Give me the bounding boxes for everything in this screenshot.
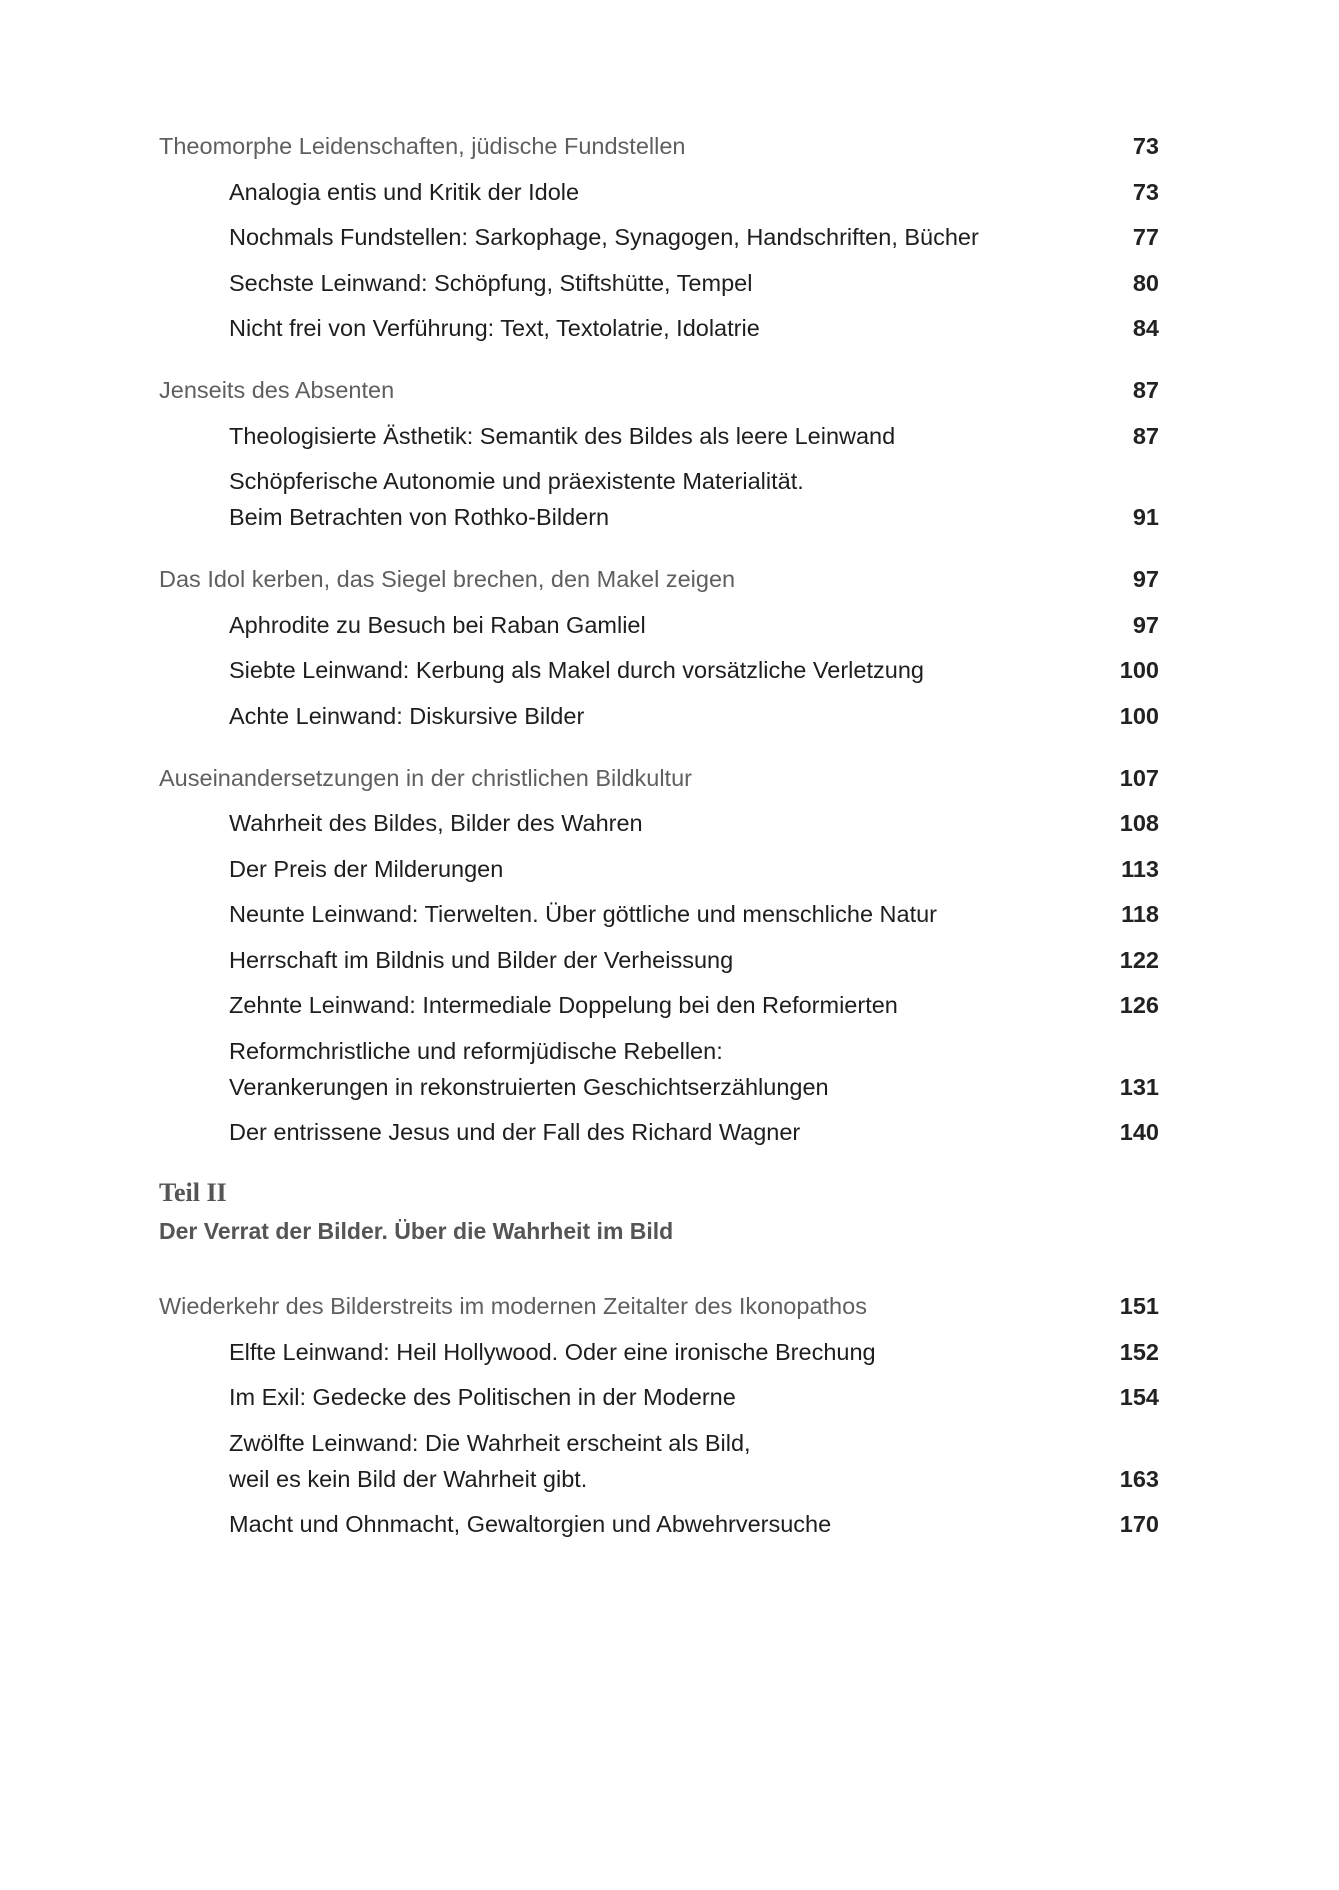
toc-entry-title: Der entrissene Jesus und der Fall des Richard Wagner [229,1119,801,1145]
toc-section [159,128,1159,346]
toc-section-title: Wiederkehr des Bilderstreits im modernen Zeitalter des Ikonopathos [159,1293,867,1319]
toc-section-heading[interactable] [159,760,1159,796]
toc-entry-title: Neunte Leinwand: Tierwelten. Über göttliche und menschliche Natur [229,901,938,927]
toc-page-number: 100 [1119,657,1159,683]
toc-page-number: 163 [1119,1465,1159,1492]
toc-entry[interactable] [159,1506,1159,1542]
toc-section [159,372,1159,535]
toc-page-number: 87 [1132,377,1159,403]
toc-page-number: 140 [1119,1119,1159,1145]
toc-entry-title: Nochmals Fundstellen: Sarkophage, Synagogen, Handschriften, Bücher [229,224,979,250]
toc-entry[interactable] [159,896,1159,932]
toc-page-number: 73 [1132,133,1159,159]
toc-entry-title: Siebte Leinwand: Kerbung als Makel durch vorsätzliche Verletzung [229,657,924,683]
part-title: Teil II [159,1178,227,1207]
toc-entry-title: Achte Leinwand: Diskursive Bilder [229,702,585,729]
toc-entry-title: Zwölfte Leinwand: Die Wahrheit erscheint als Bild, weil es kein Bild der Wahrheit gibt. [229,1429,751,1492]
toc-section [159,760,1159,1151]
toc-section-title: Das Idol kerben, das Siegel brechen, den Makel zeigen [159,566,736,592]
toc-entry[interactable] [159,942,1159,978]
toc-entry[interactable] [159,1114,1159,1150]
toc-entry[interactable] [159,1379,1159,1415]
toc-page-number: 97 [1132,566,1159,592]
toc-entry[interactable] [159,1334,1159,1370]
toc-entry-title: Schöpferische Autonomie und präexistente Materialität. Beim Betrachten von Rothko-Bildern [229,468,804,530]
toc-section-heading[interactable] [159,128,1159,164]
toc-entry[interactable] [159,463,1159,535]
toc-entry[interactable] [159,219,1159,255]
toc-page-number: 126 [1119,992,1159,1018]
toc-section-heading[interactable] [159,1288,1159,1324]
toc-page-number: 80 [1132,269,1159,296]
part-heading [159,1176,1159,1248]
toc-entry-title: Der Preis der Milderungen [229,855,504,882]
toc-entry-title: Reformchristliche und reformjüdische Rebellen: Verankerungen in rekonstruierten Geschichtserzählungen [229,1037,829,1100]
toc-entry[interactable] [159,1033,1159,1105]
toc-entry-title: Aphrodite zu Besuch bei Raban Gamliel [229,611,646,638]
toc-page-number: 122 [1119,946,1159,973]
toc-section [159,561,1159,734]
toc-page-number: 73 [1132,178,1159,205]
toc-page-number: 131 [1119,1073,1159,1100]
toc-entry[interactable] [159,310,1159,346]
toc-entry[interactable] [159,698,1159,734]
toc-page-number: 77 [1132,224,1159,250]
toc-page-number: 152 [1119,1338,1159,1365]
toc-entry[interactable] [159,265,1159,301]
toc-page-number: 91 [1132,504,1159,530]
toc-page-number: 97 [1132,611,1159,638]
toc-entry-title: Wahrheit des Bildes, Bilder des Wahren [229,810,643,836]
toc-page-number: 118 [1121,901,1159,927]
toc-entry-title: Macht und Ohnmacht, Gewaltorgien und Abwehrversuche [229,1511,832,1537]
table-of-contents [159,128,1159,1568]
toc-entry[interactable] [159,805,1159,841]
toc-entry-title: Nicht frei von Verführung: Text, Textolatrie, Idolatrie [229,315,760,341]
toc-section-title: Jenseits des Absenten [159,377,395,403]
toc-entry-title: Zehnte Leinwand: Intermediale Doppelung bei den Reformierten [229,992,898,1018]
toc-entry[interactable] [159,652,1159,688]
toc-entry-title: Analogia entis und Kritik der Idole [229,178,580,205]
toc-entry[interactable] [159,174,1159,210]
toc-section-title: Theomorphe Leidenschaften, jüdische Fundstellen [159,133,686,159]
toc-entry-title: Sechste Leinwand: Schöpfung, Stiftshütte, Tempel [229,269,753,296]
toc-section-heading[interactable] [159,372,1159,408]
toc-entry[interactable] [159,851,1159,887]
toc-page-number: 154 [1119,1384,1159,1410]
toc-entry-title: Elfte Leinwand: Heil Hollywood. Oder eine ironische Brechung [229,1338,876,1365]
toc-section-title: Auseinandersetzungen in der christlichen Bildkultur [159,764,692,791]
toc-page-number: 87 [1132,422,1159,449]
toc-entry[interactable] [159,1425,1159,1497]
toc-section [159,1288,1159,1542]
toc-page-number: 108 [1119,810,1159,836]
toc-entry[interactable] [159,987,1159,1023]
toc-page-number: 113 [1121,855,1159,882]
toc-page-number: 100 [1119,702,1159,729]
part-subtitle: Der Verrat der Bilder. Über die Wahrheit im Bild [159,1218,674,1244]
toc-section-heading[interactable] [159,561,1159,597]
toc-entry-title: Im Exil: Gedecke des Politischen in der Moderne [229,1384,736,1410]
toc-entry[interactable] [159,418,1159,454]
toc-page-number: 151 [1119,1293,1159,1319]
toc-page-number: 84 [1132,315,1159,341]
toc-page-number: 107 [1119,764,1159,791]
toc-entry-title: Theologisierte Ästhetik: Semantik des Bildes als leere Leinwand [229,422,896,449]
toc-entry[interactable] [159,607,1159,643]
toc-entry-title: Herrschaft im Bildnis und Bilder der Verheissung [229,946,734,973]
toc-page-number: 170 [1119,1511,1159,1537]
